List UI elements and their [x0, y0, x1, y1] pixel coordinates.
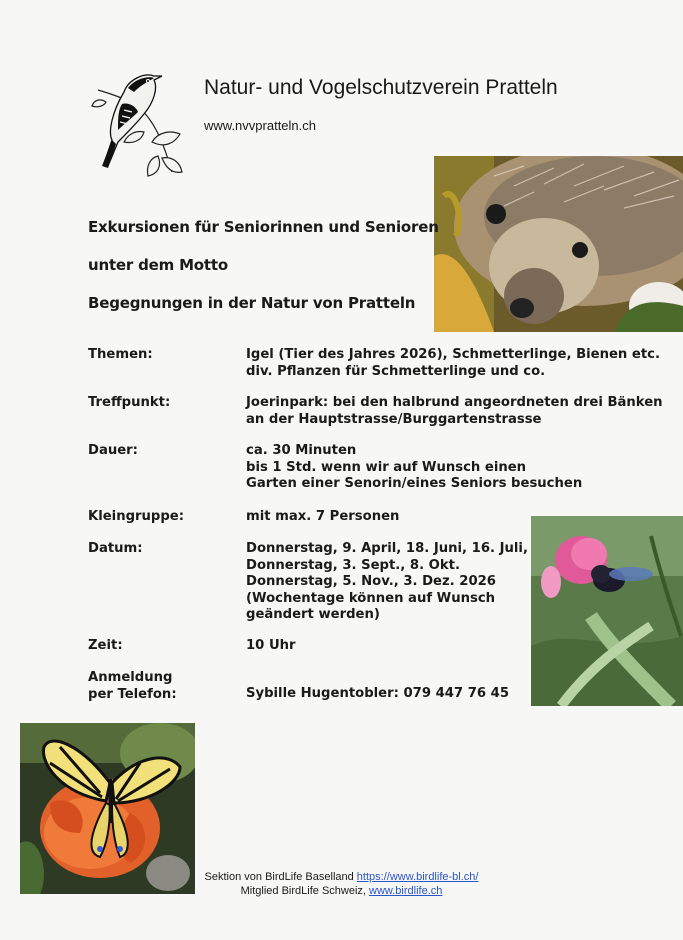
themen-line: div. Pflanzen für Schmetterlinge und co. — [246, 363, 546, 379]
kleingruppe-line: mit max. 7 Personen — [246, 509, 400, 524]
dauer-line: Garten einer Senorin/eines Seniors besuchen — [246, 476, 583, 491]
hedgehog-photo — [434, 156, 683, 332]
themen-value — [246, 347, 660, 380]
dauer-value — [246, 443, 582, 493]
org-name: Natur- und Vogelschutzverein Pratteln — [204, 76, 558, 99]
birdlife-ch-link[interactable]: www.birdlife.ch — [369, 885, 443, 897]
datum-value — [246, 541, 528, 624]
phone-contact: Sybille Hugentobler: 079 447 76 45 — [246, 686, 509, 701]
anmeldung-value — [246, 686, 509, 703]
footer-member-text: Mitglied BirdLife Schweiz, — [240, 885, 370, 897]
datum-label: Datum: — [88, 541, 143, 556]
anmeldung-label-line: per Telefon: — [88, 686, 177, 702]
treffpunkt-line: an der Hauptstrasse/Burggartenstrasse — [246, 411, 542, 427]
anmeldung-label — [88, 670, 177, 703]
headline-motto: Begegnungen in der Natur von Pratteln — [88, 294, 416, 312]
zeit-line: 10 Uhr — [246, 638, 296, 653]
headline-excursions: Exkursionen für Seniorinnen und Senioren — [88, 218, 439, 236]
org-website[interactable]: www.nvvpratteln.ch — [204, 118, 316, 133]
treffpunkt-line: Joerinpark: bei den halbrund angeordneten drei Bänken — [246, 395, 663, 410]
themen-line: Igel (Tier des Jahres 2026), Schmetterlinge, Bienen etc. — [246, 347, 660, 362]
dauer-line: ca. 30 Minuten — [246, 443, 357, 458]
footer-section-text: Sektion von BirdLife Baselland — [204, 871, 357, 883]
anmeldung-label-line: Anmeldung — [88, 670, 173, 685]
datum-line: Donnerstag, 3. Sept., 8. Okt. — [246, 557, 460, 573]
dauer-label: Dauer: — [88, 443, 138, 458]
datum-line: (Wochentage können auf Wunsch — [246, 590, 496, 606]
datum-line: Donnerstag, 5. Nov., 3. Dez. 2026 — [246, 574, 496, 589]
birdlife-bl-link[interactable]: https://www.birdlife-bl.ch/ — [356, 871, 479, 883]
treffpunkt-label: Treffpunkt: — [88, 395, 171, 410]
kleingruppe-label: Kleingruppe: — [88, 509, 185, 524]
dauer-line: bis 1 Std. wenn wir auf Wunsch einen — [246, 459, 527, 475]
footer — [0, 870, 683, 898]
headline-motto-intro: unter dem Motto — [88, 256, 228, 274]
themen-label: Themen: — [88, 347, 153, 362]
treffpunkt-value — [246, 395, 663, 428]
zeit-value — [246, 638, 296, 655]
footer-line-member — [0, 884, 683, 898]
footer-line-section — [0, 870, 683, 884]
datum-line: Donnerstag, 9. April, 18. Juni, 16. Juli, — [246, 541, 528, 556]
butterfly-photo — [20, 723, 195, 894]
datum-line: geändert werden) — [246, 607, 380, 622]
zeit-label: Zeit: — [88, 638, 123, 653]
kleingruppe-value — [246, 509, 399, 526]
bee-photo — [531, 516, 683, 706]
bird-logo — [88, 62, 188, 190]
